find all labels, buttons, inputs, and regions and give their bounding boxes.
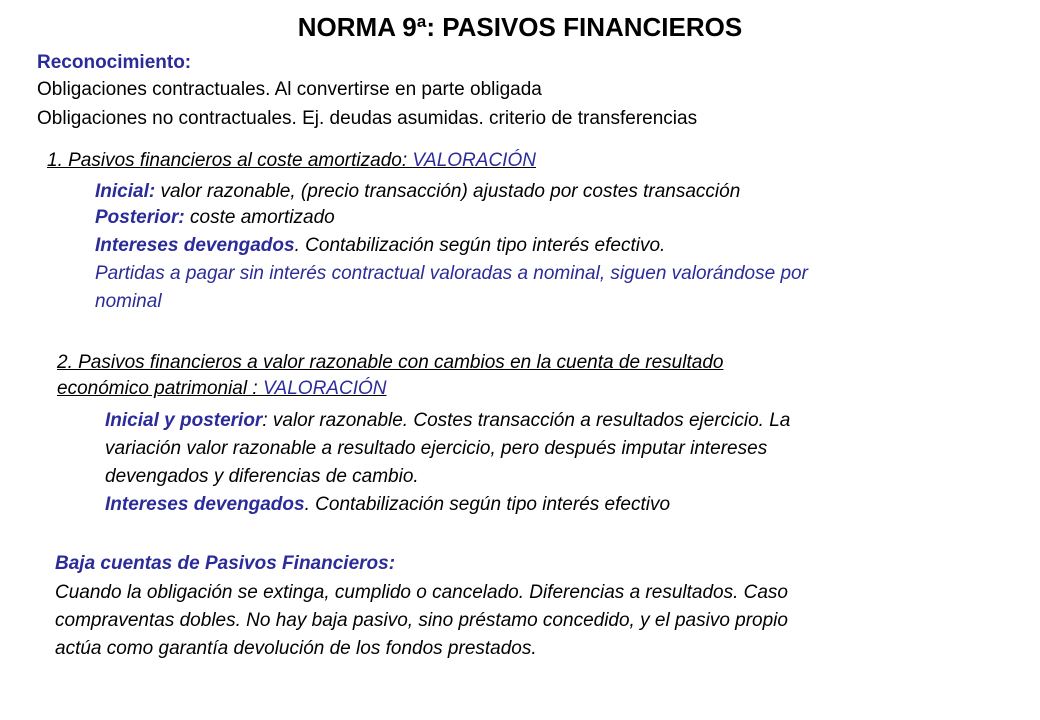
section1-valoracion-tag: VALORACIÓN: [412, 150, 536, 171]
section1-inicial: [95, 181, 740, 204]
section1-partidas-line-2: nominal: [95, 291, 162, 312]
reconocimiento-line-2: Obligaciones no contractuales. Ej. deudas asumidas. criterio de transferencias: [37, 108, 698, 129]
section2-intereses-text: . Contabilización según tipo interés efectivo: [304, 494, 671, 515]
section1-heading: [47, 150, 536, 173]
section2-inicial: [105, 410, 790, 433]
section2-heading-line-1: 2. Pasivos financieros a valor razonable con cambios en la cuenta de resultado: [57, 352, 724, 373]
baja-line-1: Cuando la obligación se extinga, cumplido o cancelado. Diferencias a resultados. Caso: [55, 582, 788, 603]
baja-line-3: actúa como garantía devolución de los fondos prestados.: [55, 638, 537, 659]
section2-inicial-text: : valor razonable. Costes transacción a resultados ejercicio. La: [262, 410, 791, 431]
baja-heading: Baja cuentas de Pasivos Financieros:: [55, 553, 396, 574]
section2-intereses: [105, 494, 670, 517]
page-title: NORMA 9ª: PASIVOS FINANCIEROS: [297, 12, 743, 42]
section2-heading-text: económico patrimonial :: [57, 378, 263, 399]
section1-inicial-text: valor razonable, (precio transacción) ajustado por costes transacción: [155, 181, 741, 202]
section1-intereses: [95, 235, 665, 258]
section2-inicial-label: Inicial y posterior: [105, 410, 263, 431]
section1-posterior-label: Posterior:: [95, 207, 185, 228]
section1-partidas-line-1: Partidas a pagar sin interés contractual valoradas a nominal, siguen valorándose por: [95, 263, 808, 284]
baja-line-2: compraventas dobles. No hay baja pasivo, sino préstamo concedido, y el pasivo propio: [55, 610, 788, 631]
section2-line-3: devengados y diferencias de cambio.: [105, 466, 419, 487]
section2-heading-line-2: [57, 378, 386, 401]
section1-posterior: [95, 207, 335, 230]
section1-heading-text: 1. Pasivos financieros al coste amortizado:: [47, 150, 413, 171]
reconocimiento-heading: Reconocimiento:: [37, 52, 192, 73]
section1-posterior-text: coste amortizado: [184, 207, 335, 228]
section2-line-2: variación valor razonable a resultado ejercicio, pero después imputar intereses: [105, 438, 768, 459]
section2-intereses-label: Intereses devengados: [105, 494, 305, 515]
section1-inicial-label: Inicial:: [95, 181, 156, 202]
reconocimiento-line-1: Obligaciones contractuales. Al convertirse en parte obligada: [37, 79, 542, 100]
section1-intereses-label: Intereses devengados: [95, 235, 295, 256]
section2-valoracion-tag: VALORACIÓN: [262, 378, 387, 399]
section1-intereses-text: . Contabilización según tipo interés efectivo.: [294, 235, 666, 256]
